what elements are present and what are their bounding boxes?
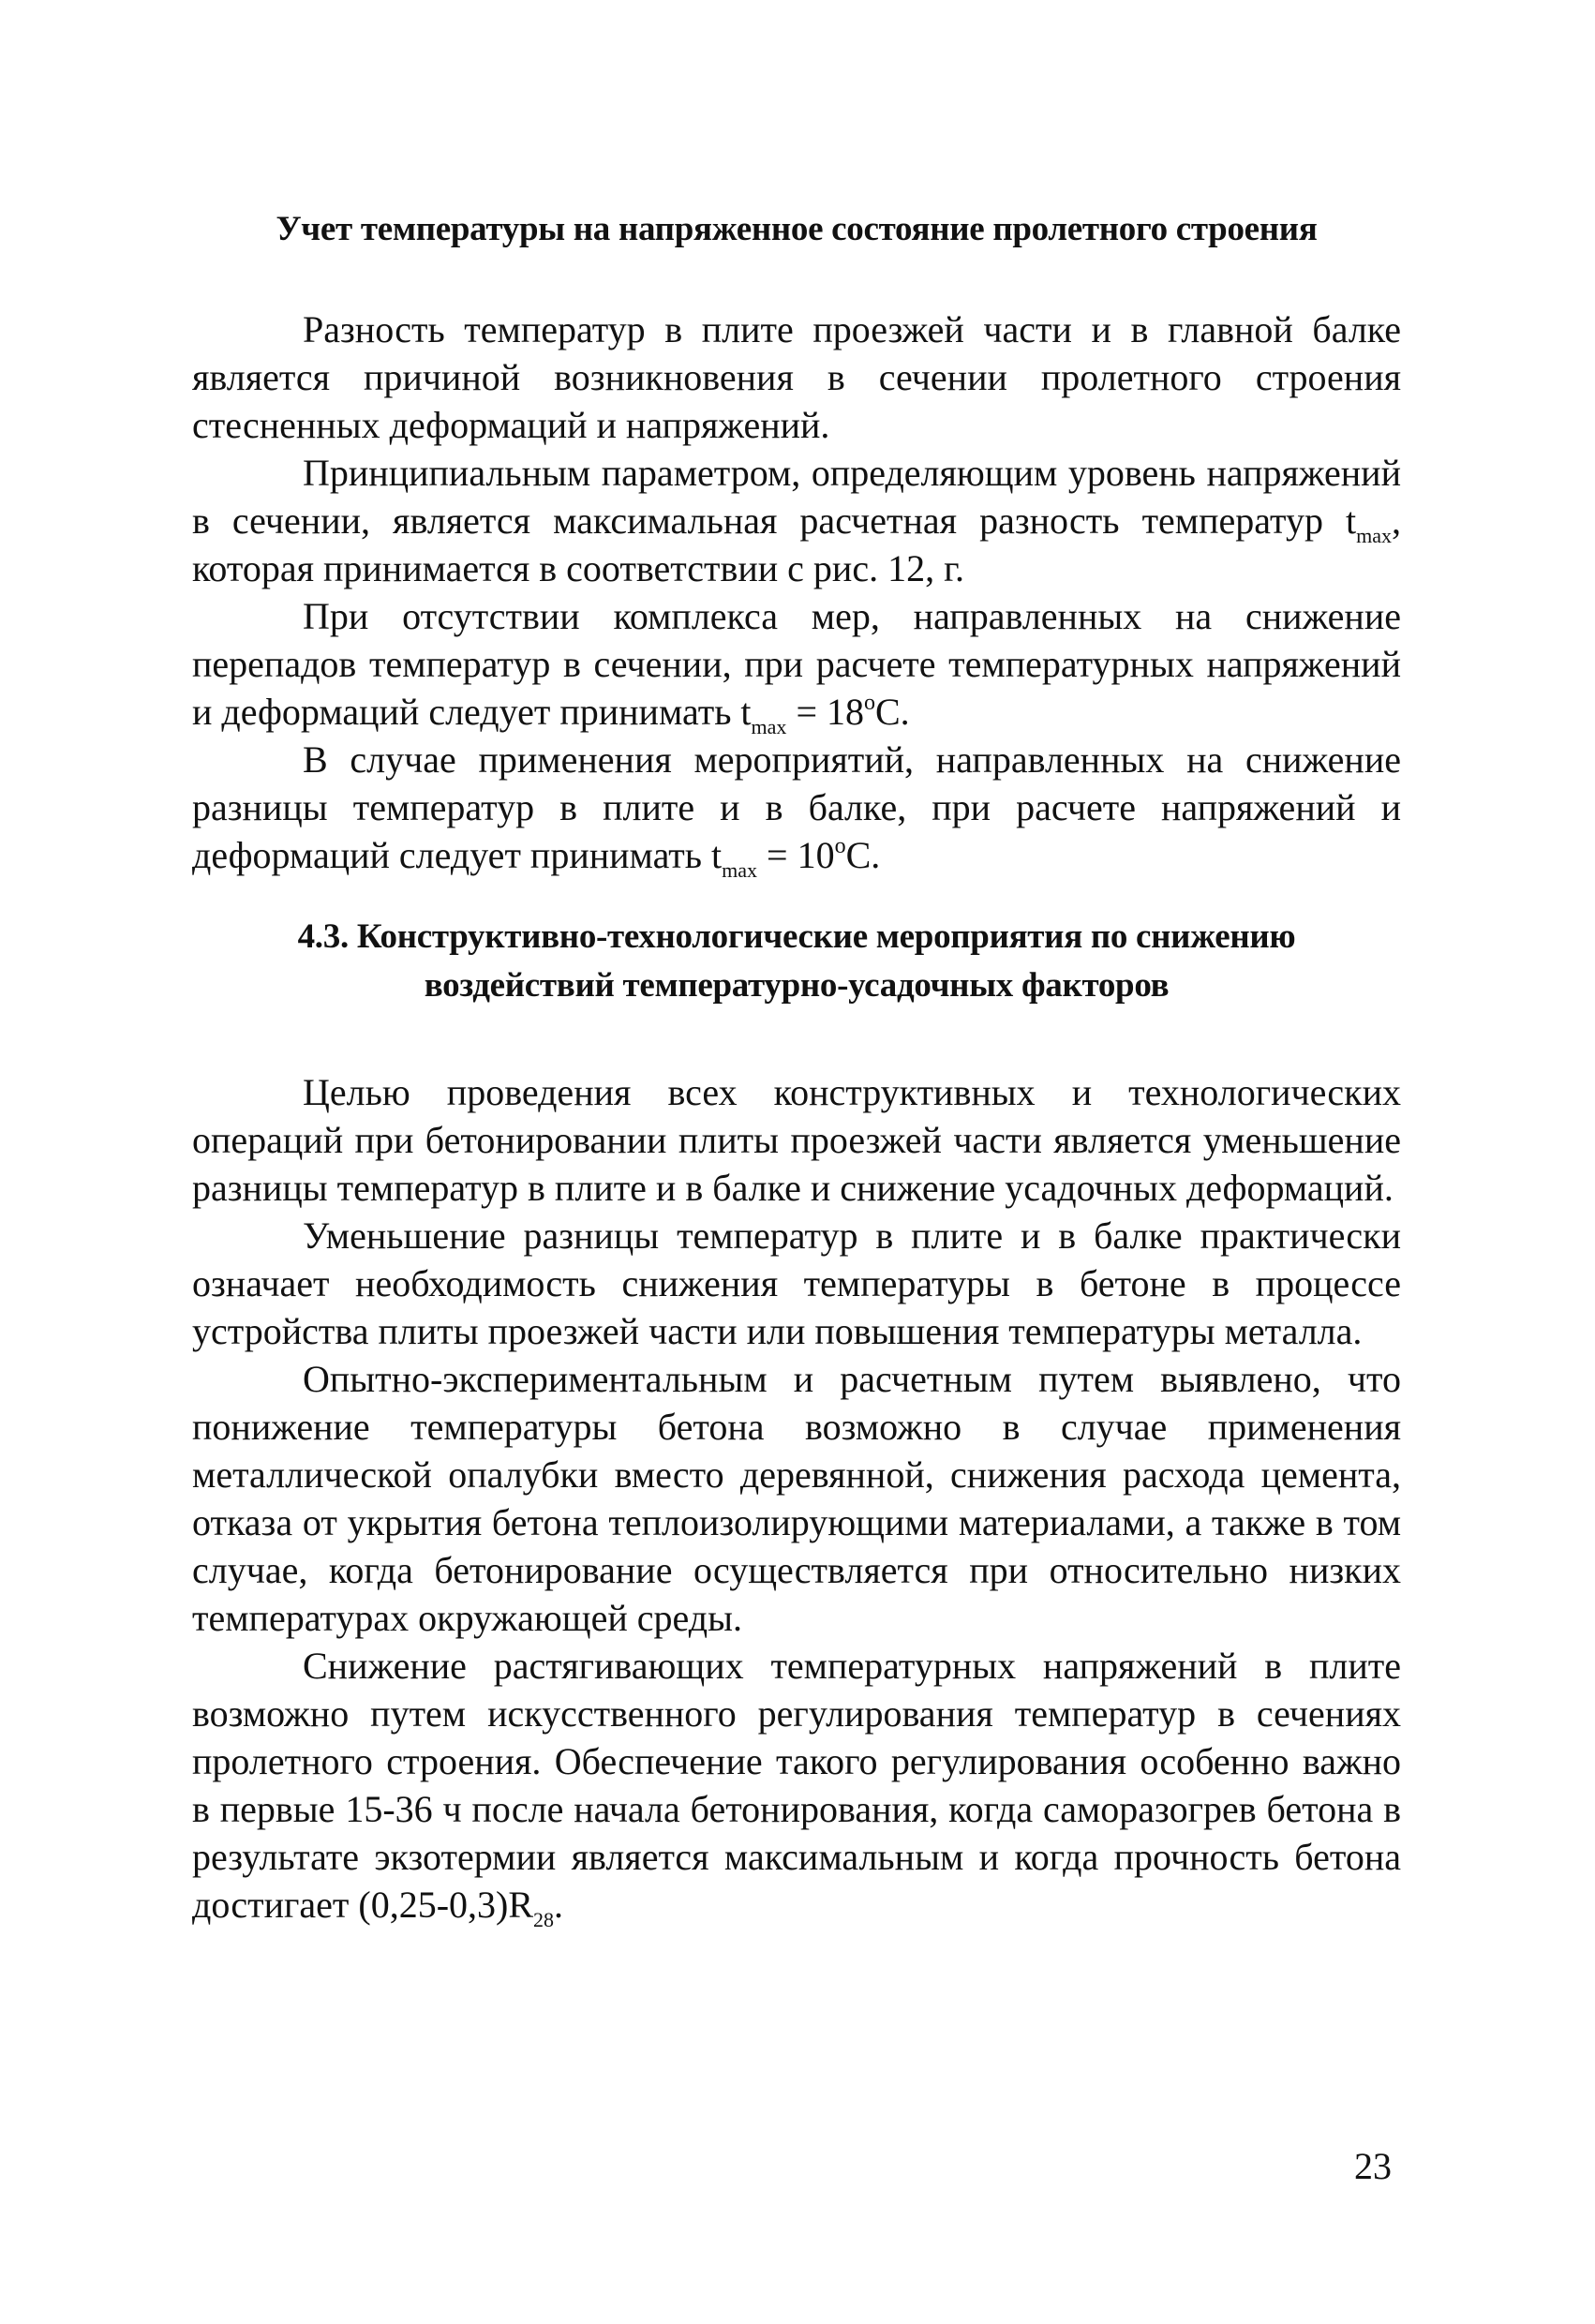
subscript: max (1356, 524, 1392, 547)
paragraph-text: . (554, 1884, 564, 1926)
paragraph-text: Снижение растягивающих температурных напряжений в плите возможно путем искусственного регулирования температур в сечениях пролетного строения. Обеспечение такого регулирования особенно важно в первые 15-36 ч после начала бетонирования, когда саморазогрев бетона в результате экзотермии является максимальным и когда прочность бетона достигает (0,25-0,3)R (192, 1645, 1401, 1926)
paragraph-text: = 10 (757, 834, 835, 876)
heading-line-1: 4.3. Конструктивно-технологические мероприятия по снижению (297, 917, 1296, 956)
degree-superscript: o (834, 834, 846, 858)
paragraph-goal: Целью проведения всех конструктивных и технологических операций при бетонировании плиты проезжей части является уменьшение разницы температур в плите и в балке и снижение усадочных деформаций. (192, 1071, 1401, 1209)
paragraph-reduce-difference: Уменьшение разницы температур в плите и в балке практически означает необходимость снижения температуры в бетоне в процессе устройства плиты проезжей части или повышения температуры металла. (192, 1214, 1401, 1352)
paragraph-tmax-10 (192, 736, 1401, 882)
paragraph-text: С. (845, 834, 881, 876)
paragraph-text: Принципиальным параметром, определяющим уровень напряжений в сечении, является максимальная расчетная разность температур t (192, 452, 1401, 542)
paragraph-experimental: Опытно-экспериментальным и расчетным путем выявлено, что понижение температуры бетона возможно в случае применения металлической опалубки вместо деревянной, снижения расхода цемента, отказа от укрытия бетона теплоизолирующими материалами, а также в том случае, когда бетонирование осуществляется при относительно низких температурах окружающей среды. (192, 1358, 1401, 1639)
subscript: max (722, 858, 758, 882)
subscript: max (751, 715, 787, 738)
section-heading-4-3 (192, 913, 1401, 1010)
page-number: 23 (1354, 2145, 1392, 2187)
subscript: 28 (533, 1908, 555, 1931)
degree-superscript: o (864, 691, 875, 715)
heading-line-2: воздействий температурно-усадочных факторов (424, 966, 1170, 1005)
paragraph-text: , которая принимается в соответствии с рис. 12, г. (192, 499, 1401, 589)
paragraph-tmax-18 (192, 592, 1401, 736)
section-title: Учет температуры на напряженное состояние пролетного строения (276, 210, 1318, 248)
paragraph-max-temperature-difference (192, 449, 1401, 592)
paragraph-text: = 18 (786, 691, 864, 733)
paragraph-text: При отсутствии комплекса мер, направленных на снижение перепадов температур в сечении, при расчете температурных напряжений и деформаций следует принимать t (192, 595, 1401, 733)
paragraph-text: С. (875, 691, 910, 733)
paragraph-temperature-difference: Разность температур в плите проезжей части и в главной балке является причиной возникновения в сечении пролетного строения стесненных деформаций и напряжений. (192, 308, 1401, 446)
paragraph-text: В случае применения мероприятий, направленных на снижение разницы температур в плите и в балке, при расчете напряжений и деформаций следует принимать t (192, 738, 1401, 876)
paragraph-tensile-stress (192, 1642, 1401, 1929)
document-page (192, 169, 1401, 1929)
